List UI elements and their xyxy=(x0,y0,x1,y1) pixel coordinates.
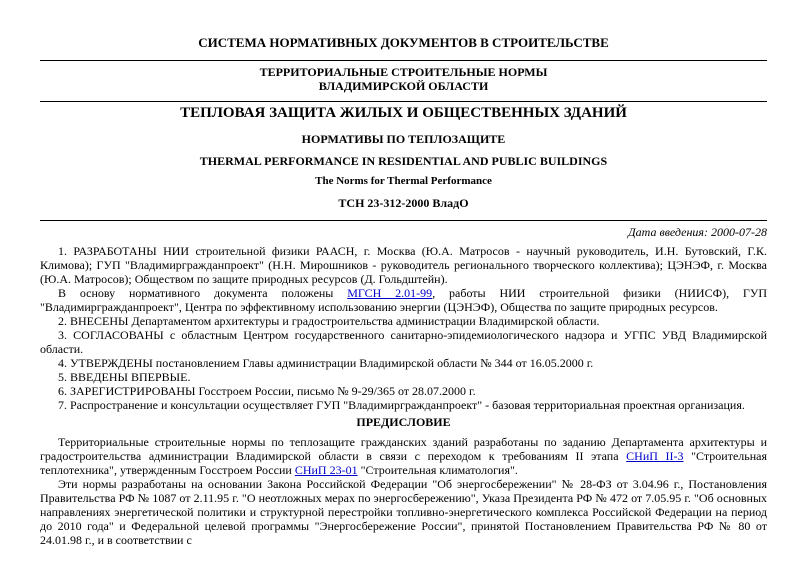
preface-text-mid: "Строительная теплотехника", утвержденным Госстроем России xyxy=(40,449,768,477)
preface-text-before: Территориальные строительные нормы по теплозащите гражданских зданий разработаны по заданию Департамента архитектуры и градостроительства администрации Владимирской области в связи с переходом к требованиям II этапа xyxy=(40,435,767,463)
date-of-introduction: Дата введения: 2000-07-28 xyxy=(628,225,767,239)
territorial-line-2: ВЛАДИМИРСКОЙ ОБЛАСТИ xyxy=(318,79,489,93)
basis-text-before: В основу нормативного документа положены xyxy=(58,286,348,300)
territorial-line-1: ТЕРРИТОРИАЛЬНЫЕ СТРОИТЕЛЬНЫЕ НОРМЫ xyxy=(259,65,548,79)
snip-23-01-link[interactable]: СНиП 23-01 xyxy=(294,463,358,477)
item-introduced: 2. ВНЕСЕНЫ Департаментом архитектуры и градостроительства администрации Владимирской области. xyxy=(58,314,600,328)
document-code: ТСН 23-312-2000 ВладО xyxy=(338,196,469,210)
preface-title: ПРЕДИСЛОВИЕ xyxy=(356,415,451,429)
preface-paragraph-1 xyxy=(40,435,767,477)
snip-ii-3-link[interactable]: СНиП II-3 xyxy=(626,449,684,463)
subtitle: НОРМАТИВЫ ПО ТЕПЛОЗАЩИТЕ xyxy=(301,132,506,146)
preface-text-after: "Строительная климатология". xyxy=(357,463,518,477)
item-developed: 1. РАЗРАБОТАНЫ НИИ строительной физики РААСН, г. Москва (Ю.А. Матросов - научный руководитель, И.Н. Бутовский, Г.К. Климова); ГУП "Владимиргражданпроект" (Н.Н. Мирошников - руководитель регионального творческого коллектива); ЦЭНЭФ, г. Москва (Ю.А. Матросов); Обществом по защите природных ресурсов (Д. Гольдштейн). xyxy=(40,244,767,286)
basis-text-after: , работы НИИ строительной физики (НИИСФ), ГУП "Владимиргражданпроект", Центра по эффективному использованию энергии (ЦЭНЭФ), Общества по защите природных ресурсов. xyxy=(40,286,768,314)
item-first-introduced: 5. ВВЕДЕНЫ ВПЕРВЫЕ. xyxy=(58,370,191,384)
system-title: СИСТЕМА НОРМАТИВНЫХ ДОКУМЕНТОВ В СТРОИТЕЛЬСТВЕ xyxy=(198,35,609,50)
item-basis xyxy=(40,286,767,314)
item-approved: 4. УТВЕРЖДЕНЫ постановлением Главы администрации Владимирской области № 344 от 16.05.2000 г. xyxy=(58,356,594,370)
territorial-norms-title xyxy=(40,61,767,101)
main-title: ТЕПЛОВАЯ ЗАЩИТА ЖИЛЫХ И ОБЩЕСТВЕННЫХ ЗДАНИЙ xyxy=(180,105,627,121)
english-subtitle: The Norms for Thermal Performance xyxy=(315,175,492,187)
item-distribution: 7. Распространение и консультации осуществляет ГУП "Владимиргражданпроект" - базовая территориальная проектная организация. xyxy=(58,398,745,412)
preface-paragraph-2: Эти нормы разработаны на основании Закона Российской Федерации "Об энергосбережении" № 28-ФЗ от 3.04.96 г., Постановления Правительства РФ № 1087 от 2.11.95 г. "О неотложных мерах по энергосбережению", Указа Президента РФ № 472 от 7.05.95 г. "Об основных направлениях энергетической политики и структурной перестройки топливно-энергетического комплекса Российской Федерации на период до 2010 года" и Федеральной целевой программы "Энергосбережение России", принятой Постановлением Правительства РФ № 80 от 24.01.98 г., и в соответствии с xyxy=(40,477,767,547)
item-registered: 6. ЗАРЕГИСТРИРОВАНЫ Госстроем России, письмо № 9-29/365 от 28.07.2000 г. xyxy=(58,384,476,398)
mgsn-link[interactable]: МГСН 2.01-99 xyxy=(347,286,433,300)
item-agreed: 3. СОГЛАСОВАНЫ с областным Центром государственного санитарно-эпидемиологического надзора и УГПС УВД Владимирской области. xyxy=(40,328,767,356)
english-title: THERMAL PERFORMANCE IN RESIDENTIAL AND PUBLIC BUILDINGS xyxy=(199,154,608,168)
